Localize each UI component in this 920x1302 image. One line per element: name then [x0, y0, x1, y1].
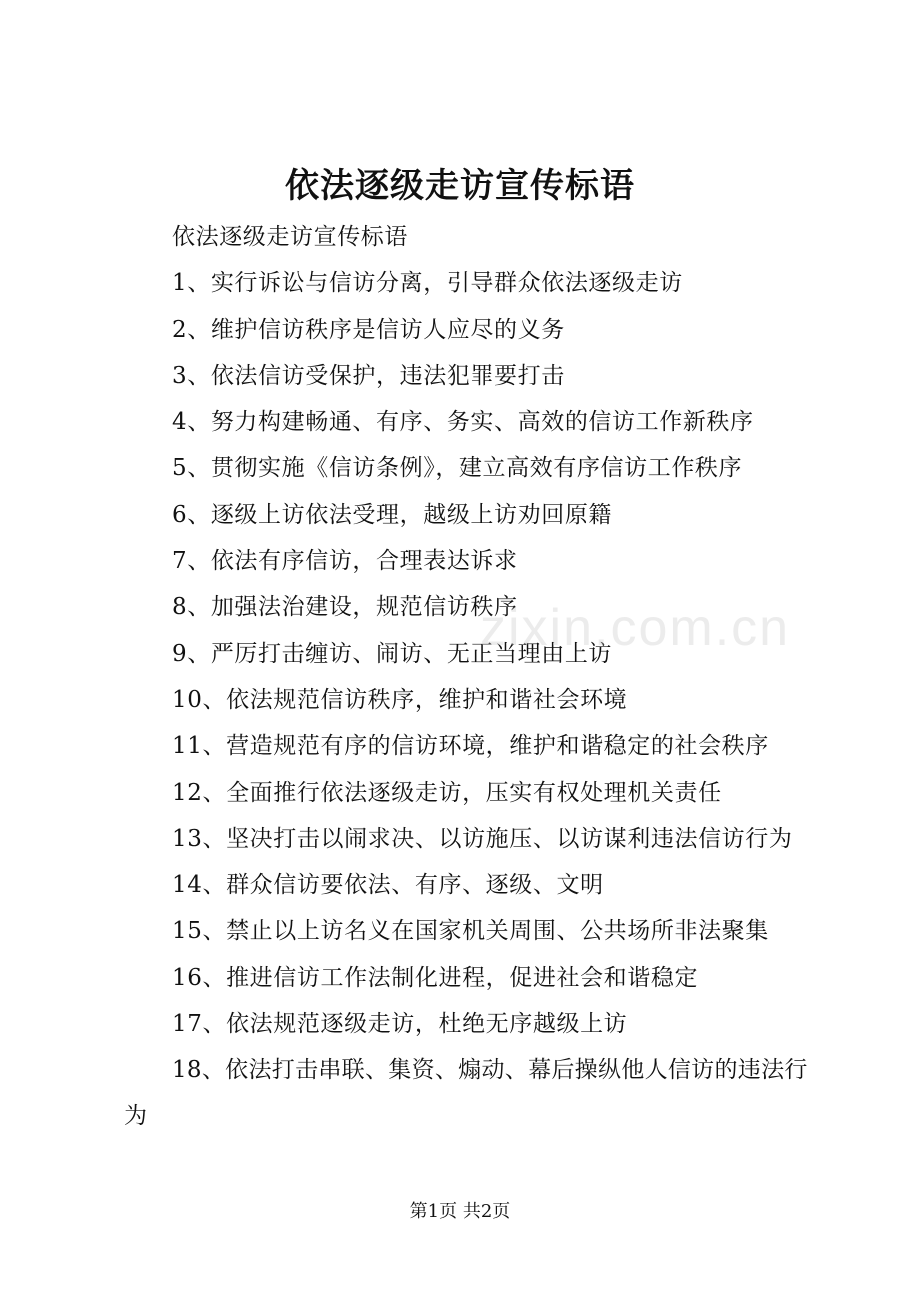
slogan-item: 15、禁止以上访名义在国家机关周围、公共场所非法聚集 [172, 918, 769, 945]
slogan-item: 4、努力构建畅通、有序、务实、高效的信访工作新秩序 [172, 409, 754, 436]
slogan-item: 3、依法信访受保护，违法犯罪要打击 [172, 362, 565, 389]
document-title: 依法逐级走访宣传标语 [285, 166, 635, 206]
slogan-item: 6、逐级上访依法受理，越级上访劝回原籍 [172, 501, 613, 528]
slogan-item: 2、维护信访秩序是信访人应尽的义务 [172, 316, 565, 343]
slogan-item: 11、营造规范有序的信访环境，维护和谐稳定的社会秩序 [172, 733, 769, 760]
slogan-item: 18、依法打击串联、集资、煽动、幕后操纵他人信访的违法行为 [124, 1057, 808, 1130]
slogan-item: 17、依法规范逐级走访，杜绝无序越级上访 [172, 1011, 628, 1038]
document-body [124, 214, 810, 1139]
slogan-item: 9、严厉打击缠访、闹访、无正当理由上访 [172, 640, 613, 667]
slogan-item: 7、依法有序信访，合理表达诉求 [172, 548, 518, 575]
slogan-item: 5、贯彻实施《信访条例》，建立高效有序信访工作秩序 [172, 455, 743, 482]
slogan-item: 12、全面推行依法逐级走访，压实有权处理机关责任 [172, 779, 722, 806]
slogan-item: 1、实行诉讼与信访分离，引导群众依法逐级走访 [172, 270, 683, 297]
slogan-item: 10、依法规范信访秩序，维护和谐社会环境 [172, 686, 628, 713]
slogan-item: 16、推进信访工作法制化进程，促进社会和谐稳定 [172, 964, 699, 991]
watermark: zixin.com.cn [480, 599, 791, 657]
slogan-item: 14、群众信访要依法、有序、逐级、文明 [172, 872, 604, 899]
slogan-item: 8、加强法治建设，规范信访秩序 [172, 594, 518, 621]
page-number-footer: 第1页 共2页 [409, 1201, 511, 1222]
slogan-item: 13、坚决打击以闹求决、以访施压、以访谋利违法信访行为 [172, 825, 793, 852]
paragraph-heading: 依法逐级走访宣传标语 [172, 224, 408, 250]
